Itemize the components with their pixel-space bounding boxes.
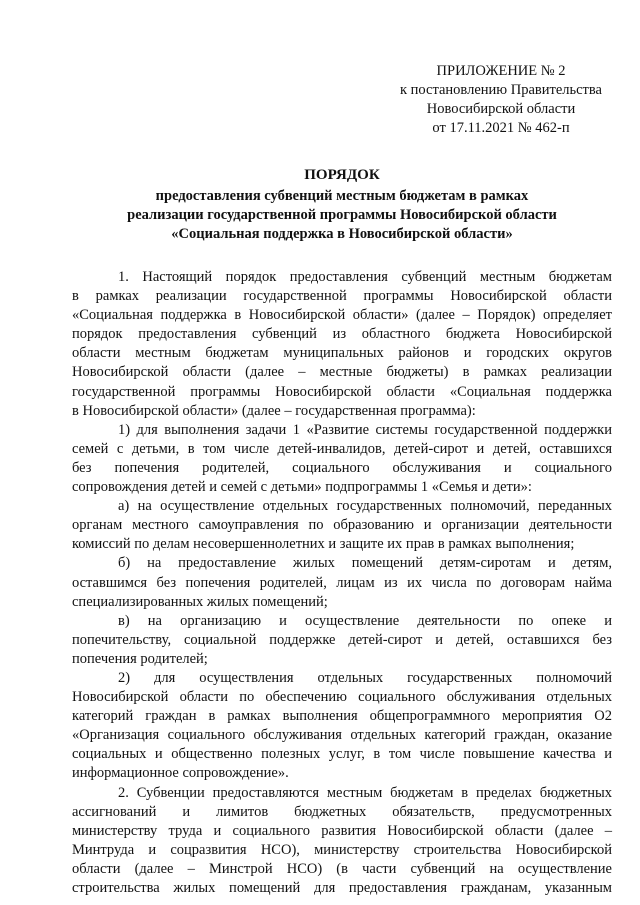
document-body [72, 268, 612, 898]
paragraph [72, 421, 612, 497]
paragraph-line: ассигнований и лимитов бюджетных обязательств, предусмотренных [72, 803, 612, 820]
paragraph-line: сопровождения детей и семей с детьми» подпрограммы 1 «Семья и дети»: [72, 479, 532, 496]
paragraph [72, 669, 612, 784]
appendix-block [400, 62, 602, 138]
paragraph-line: «Социальная поддержка в Новосибирской области» (далее – Порядок) определяет [72, 307, 612, 324]
paragraph-line: 2. Субвенции предоставляются местным бюджетам в пределах бюджетных [118, 784, 612, 801]
paragraph-line: Минтруда и соцразвития НСО), министерству строительства Новосибирской [72, 841, 612, 858]
paragraph-line: Новосибирской области (далее – местные бюджеты) в рамках реализации [72, 364, 612, 381]
title-line-1: предоставления субвенций местным бюджетам в рамках [155, 188, 529, 204]
paragraph-line: 1. Настоящий порядок предоставления субвенций местным бюджетам [118, 269, 612, 285]
paragraph-line: органам местного самоуправления по образованию и организации деятельности [72, 517, 612, 534]
paragraph-line: 2) для осуществления отдельных государственных полномочий [118, 669, 612, 686]
paragraph [72, 784, 612, 899]
paragraph-line: «Организация социального обслуживания отдельных категорий граждан, оказание [72, 727, 612, 744]
paragraph [72, 554, 612, 611]
paragraph-line: в) на организацию и осуществление деятельности по опеке и [118, 612, 612, 629]
paragraph-line: Новосибирской области по обеспечению социального обслуживания отдельных [72, 689, 612, 706]
paragraph-line: оставшимся без попечения родителей, лицам из их числа по договорам найма [72, 574, 612, 591]
paragraph-line: области (далее – Минстрой НСО) (в части субвенций на осуществление [72, 860, 612, 877]
paragraph-line: семей с детьми, в том числе детей-инвалидов, детей-сирот и детей, оставшихся [72, 440, 612, 457]
paragraph-line: 1) для выполнения задачи 1 «Развитие системы государственной поддержки [118, 421, 612, 438]
paragraph-line: министерству труда и социального развития Новосибирской области (далее – [72, 822, 612, 839]
appendix-number: ПРИЛОЖЕНИЕ № 2 [436, 63, 566, 79]
paragraph-line: комиссий по делам несовершеннолетних и защите их прав в рамках выполнения; [72, 536, 575, 553]
paragraph-line: б) на предоставление жилых помещений детям-сиротам и детям, [118, 555, 612, 572]
paragraph [72, 268, 612, 421]
paragraph [72, 612, 612, 669]
paragraph [72, 497, 612, 554]
title-line-3: «Социальная поддержка в Новосибирской области» [171, 226, 513, 242]
paragraph-line: а) на осуществление отдельных государственных полномочий, переданных [118, 498, 612, 515]
appendix-date-number: от 17.11.2021 № 462-п [432, 120, 570, 136]
paragraph-line: строительства жилых помещений для предоставления гражданам, указанным [72, 880, 612, 896]
paragraph-line: попечения родителей; [72, 650, 208, 667]
paragraph-line: в Новосибирской области» (далее – государственная программа): [72, 402, 476, 419]
paragraph-line: в рамках реализации государственной программы Новосибирской области [72, 288, 612, 305]
document-title [72, 166, 612, 244]
paragraph-line: категорий граждан в рамках выполнения общепрограммного мероприятия О2 [72, 708, 612, 725]
paragraph-line: социальных и общественно полезных услуг, в том числе повышение качества и [72, 746, 612, 763]
title-heading: ПОРЯДОК [304, 167, 380, 183]
appendix-region: Новосибирской области [426, 101, 576, 117]
paragraph-line: государственной программы Новосибирской области «Социальная поддержка [72, 383, 612, 400]
paragraph-line: порядок предоставления субвенций из областного бюджета Новосибирской [72, 326, 612, 343]
paragraph-line: специализированных жилых помещений; [72, 593, 328, 610]
appendix-resolution: к постановлению Правительства [400, 82, 602, 98]
paragraph-line: попечительству, социальной поддержке детей-сирот и детей, оставшихся без [72, 631, 612, 648]
title-line-2: реализации государственной программы Новосибирской области [127, 207, 557, 223]
paragraph-line: области местным бюджетам муниципальных районов и городских округов [72, 345, 612, 362]
paragraph-line: без попечения родителей, социального обслуживания и социального [72, 459, 612, 476]
paragraph-line: информационное сопровождение». [72, 765, 289, 782]
